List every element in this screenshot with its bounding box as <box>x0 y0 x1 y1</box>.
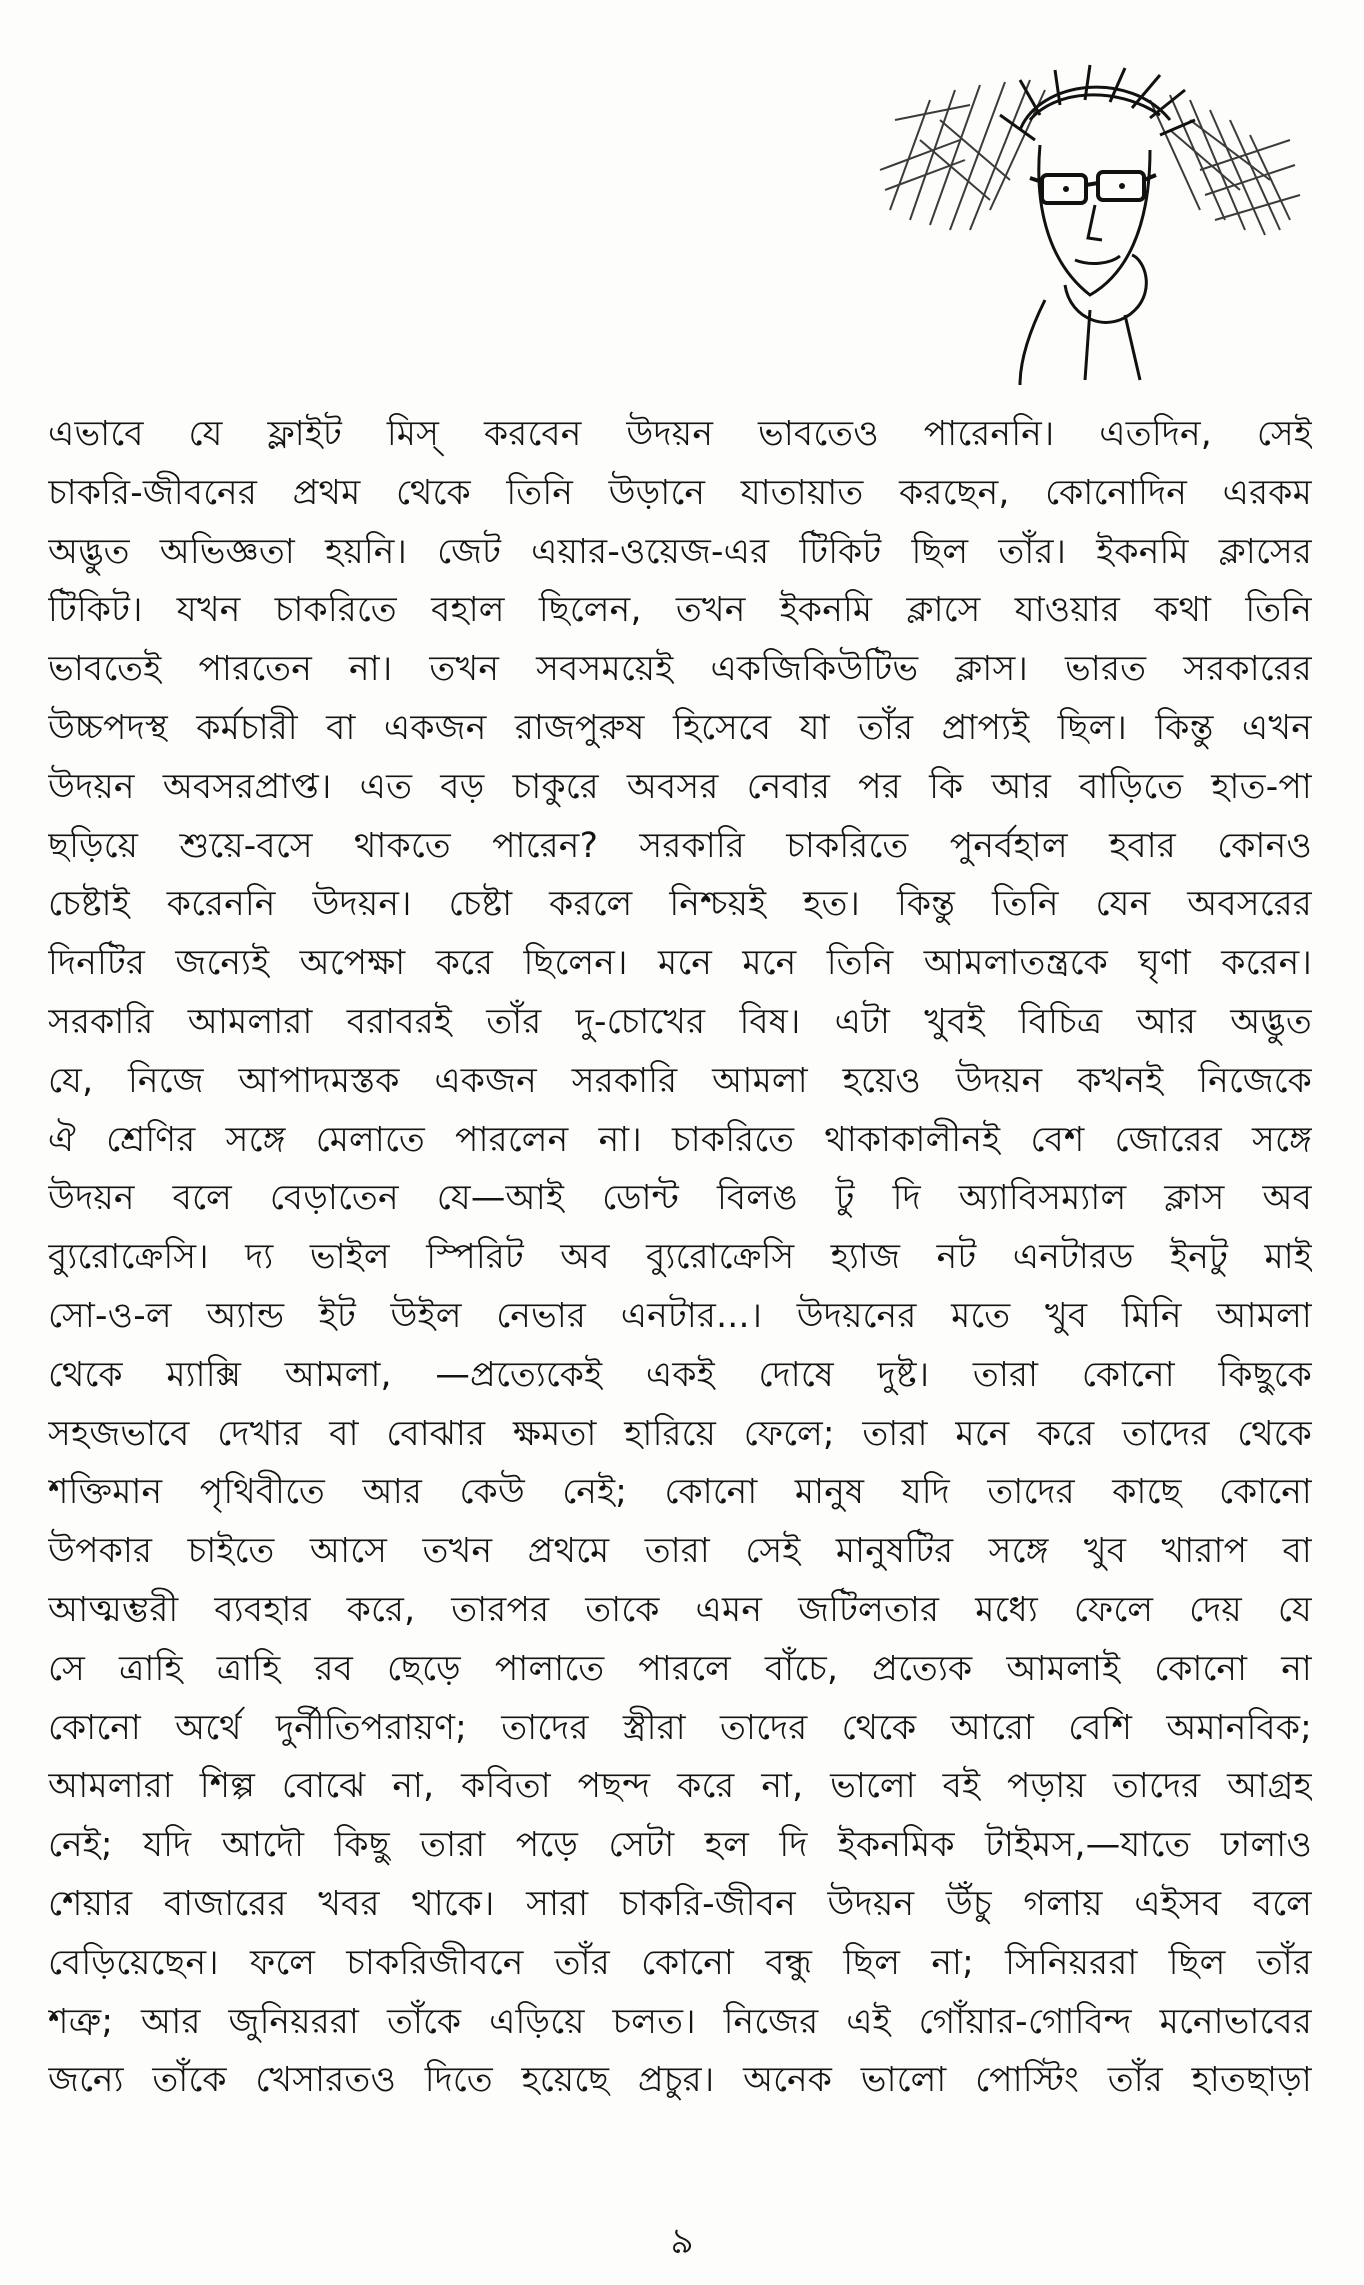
text-line: ঐ শ্রেণির সঙ্গে মেলাতে পারলেন না। চাকরিতে থাকাকালীনই বেশ জোরের সঙ্গে <box>48 1119 1312 1160</box>
text-line: বেড়িয়েছেন। ফলে চাকরিজীবনে তাঁর কোনো বন্ধু ছিল না; সিনিয়ররা ছিল তাঁর <box>48 1942 1312 1983</box>
text-line: জন্যে তাঁকে খেসারতও দিতে হয়েছে প্রচুর। অনেক ভালো পোস্টিং তাঁর হাতছাড়া <box>48 2060 1312 2101</box>
text-line: শক্তিমান পৃথিবীতে আর কেউ নেই; কোনো মানুষ যদি তাদের কাছে কোনো <box>48 1472 1312 1513</box>
text-line: সহজভাবে দেখার বা বোঝার ক্ষমতা হারিয়ে ফেলে; তারা মনে করে তাদের থেকে <box>48 1413 1312 1454</box>
text-line: উচ্চপদস্থ কর্মচারী বা একজন রাজপুরুষ হিসেবে যা তাঁর প্রাপ্যই ছিল। কিন্তু এখন <box>48 707 1312 748</box>
text-line: শেয়ার বাজারের খবর থাকে। সারা চাকরি-জীবন উদয়ন উঁচু গলায় এইসব বলে <box>48 1883 1312 1924</box>
text-line: উপকার চাইতে আসে তখন প্রথমে তারা সেই মানুষটির সঙ্গে খুব খারাপ বা <box>48 1531 1312 1572</box>
body-text <box>48 405 1312 2110</box>
text-line: উদয়ন বলে বেড়াতেন যে—আই ডোন্ট বিলঙ টু দি অ্যাবিসম্যাল ক্লাস অব <box>48 1178 1312 1219</box>
text-line: সে ত্রাহি ত্রাহি রব ছেড়ে পালাতে পারলে বাঁচে, প্রত্যেক আমলাই কোনো না <box>48 1648 1312 1689</box>
text-line: টিকিট। যখন চাকরিতে বহাল ছিলেন, তখন ইকনমি ক্লাসে যাওয়ার কথা তিনি <box>48 590 1312 631</box>
text-line: ব্যুরোক্রেসি। দ্য ভাইল স্পিরিট অব ব্যুরোক্রেসি হ্যাজ নট এনটারড ইনটু মাই <box>48 1237 1312 1278</box>
text-line: ছড়িয়ে শুয়ে-বসে থাকতে পারেন? সরকারি চাকরিতে পুনর্বহাল হবার কোনও <box>48 825 1312 866</box>
text-line: থেকে ম্যাক্সি আমলা, —প্রত্যেকেই একই দোষে দুষ্ট। তারা কোনো কিছুকে <box>48 1354 1312 1395</box>
text-line: দিনটির জন্যেই অপেক্ষা করে ছিলেন। মনে মনে তিনি আমলাতন্ত্রকে ঘৃণা করেন। <box>48 943 1312 984</box>
portrait-sketch-icon <box>870 60 1310 390</box>
text-line: এভাবে যে ফ্লাইট মিস্ করবেন উদয়ন ভাবতেও পারেননি। এতদিন, সেই <box>48 414 1312 454</box>
text-line: শত্রু; আর জুনিয়ররা তাঁকে এড়িয়ে চলত। নিজের এই গোঁয়ার-গোবিন্দ মনোভাবের <box>48 2001 1312 2042</box>
text-line: নেই; যদি আদৌ কিছু তারা পড়ে সেটা হল দি ইকনমিক টাইমস,—যাতে ঢালাও <box>48 1825 1312 1866</box>
text-line: যে, নিজে আপাদমস্তক একজন সরকারি আমলা হয়েও উদয়ন কখনই নিজেকে <box>48 1060 1312 1101</box>
text-line: কোনো অর্থে দুর্নীতিপরায়ণ; তাদের স্ত্রীরা তাদের থেকে আরো বেশি অমানবিক; <box>48 1707 1312 1748</box>
text-line: চেষ্টাই করেননি উদয়ন। চেষ্টা করলে নিশ্চয়ই হত। কিন্তু তিনি যেন অবসরের <box>48 884 1312 925</box>
text-line: সো-ও-ল অ্যান্ড ইট উইল নেভার এনটার...। উদয়নের মতে খুব মিনি আমলা <box>48 1295 1312 1336</box>
text-line: অদ্ভুত অভিজ্ঞতা হয়নি। জেট এয়ার-ওয়েজ-এর টিকিট ছিল তাঁর। ইকনমি ক্লাসের <box>48 531 1312 572</box>
text-line: আত্মম্ভরী ব্যবহার করে, তারপর তাকে এমন জটিলতার মধ্যে ফেলে দেয় যে <box>48 1589 1312 1630</box>
text-line: উদয়ন অবসরপ্রাপ্ত। এত বড় চাকুরে অবসর নেবার পর কি আর বাড়িতে হাত-পা <box>48 766 1312 807</box>
page-number: ৯ <box>670 2221 694 2262</box>
text-line: আমলারা শিল্প বোঝে না, কবিতা পছন্দ করে না, ভালো বই পড়ায় তাদের আগ্রহ <box>48 1766 1312 1807</box>
text-line: চাকরি-জীবনের প্রথম থেকে তিনি উড়ানে যাতায়াত করছেন, কোনোদিন এরকম <box>48 472 1312 513</box>
text-line: সরকারি আমলারা বরাবরই তাঁর দু-চোখের বিষ। এটা খুবই বিচিত্র আর অদ্ভুত <box>48 1001 1312 1042</box>
text-line: ভাবতেই পারতেন না। তখন সবসময়েই একজিকিউটিভ ক্লাস। ভারত সরকারের <box>48 649 1312 690</box>
